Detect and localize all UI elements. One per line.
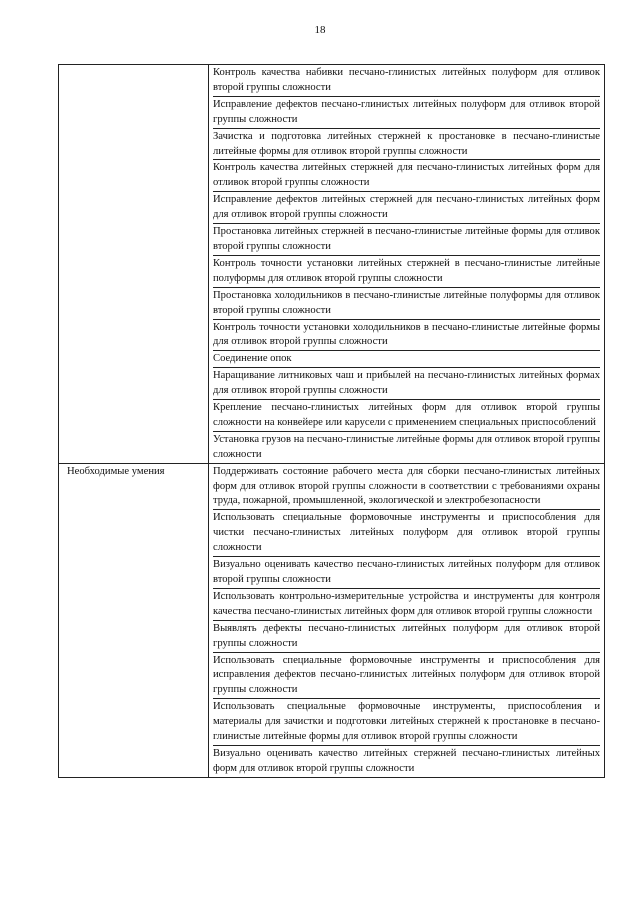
list-item: Контроль качества набивки песчано-глинистых литейных полуформ для отливок второй группы сложности (213, 65, 600, 97)
section-label (63, 65, 204, 66)
list-item: Исправление дефектов песчано-глинистых литейных полуформ для отливок второй группы сложности (213, 97, 600, 129)
list-item: Простановка литейных стержней в песчано-глинистые литейные формы для отливок второй группы сложности (213, 224, 600, 256)
list-item: Выявлять дефекты песчано-глинистых литейных полуформ для отливок второй группы сложности (213, 621, 600, 653)
requirements-table (58, 64, 605, 778)
list-item: Зачистка и подготовка литейных стержней к простановке в песчано-глинистые литейные формы для отливок второй группы сложности (213, 129, 600, 161)
list-item: Контроль точности установки литейных стержней в песчано-глинистые литейные полуформы для отливок второй группы сложности (213, 256, 600, 288)
list-item: Контроль точности установки холодильников в песчано-глинистые литейные формы для отливок второй группы сложности (213, 320, 600, 352)
list-item: Наращивание литниковых чаш и прибылей на песчано-глинистых литейных формах для отливок второй группы сложности (213, 368, 600, 400)
list-item: Визуально оценивать качество песчано-глинистых литейных полуформ для отливок второй группы сложности (213, 557, 600, 589)
list-item: Использовать специальные формовочные инструменты и приспособления для исправления дефектов песчано-глинистых литейных полуформ для отливок второй группы сложности (213, 653, 600, 700)
list-item: Использовать контрольно-измерительные устройства и инструменты для контроля качества песчано-глинистых литейных форм для отливок второй группы сложности (213, 589, 600, 621)
list-item: Использовать специальные формовочные инструменты и приспособления для чистки песчано-глинистых литейных полуформ для отливок второй группы сложности (213, 510, 600, 557)
list-item: Простановка холодильников в песчано-глинистые литейные полуформы для отливок второй группы сложности (213, 288, 600, 320)
section-items-cell (209, 65, 605, 464)
list-item: Установка грузов на песчано-глинистые литейные формы для отливок второй группы сложности (213, 433, 600, 460)
page-number: 18 (314, 24, 326, 36)
list-item: Крепление песчано-глинистых литейных форм для отливок второй группы сложности на конвейере или карусели с применением специальных приспособлений (213, 400, 600, 432)
list-item: Соединение опок (213, 351, 600, 368)
section-label-cell (59, 65, 209, 464)
list-item: Исправление дефектов литейных стержней для песчано-глинистых литейных форм для отливок второй группы сложности (213, 192, 600, 224)
section-label: Необходимые умения (67, 465, 165, 477)
list-item: Визуально оценивать качество литейных стержней песчано-глинистых литейных форм для отливок второй группы сложности (213, 747, 600, 774)
table-row-required-skills (59, 463, 605, 777)
list-item: Контроль качества литейных стержней для песчано-глинистых литейных форм для отливок второй группы сложности (213, 160, 600, 192)
table-row-labor-actions (59, 65, 605, 464)
list-item: Поддерживать состояние рабочего места для сборки песчано-глинистых литейных форм для отливок второй группы сложности в соответствии с требованиями охраны труда, пожарной, промышленной, экологической и электробезопасности (213, 464, 600, 511)
section-items-cell (209, 463, 605, 777)
list-item: Использовать специальные формовочные инструменты, приспособления и материалы для зачистки и подготовки литейных стержней к простановке в песчано-глинистые литейные формы для отливок второй группы сложности (213, 699, 600, 746)
section-label-cell (59, 463, 209, 777)
